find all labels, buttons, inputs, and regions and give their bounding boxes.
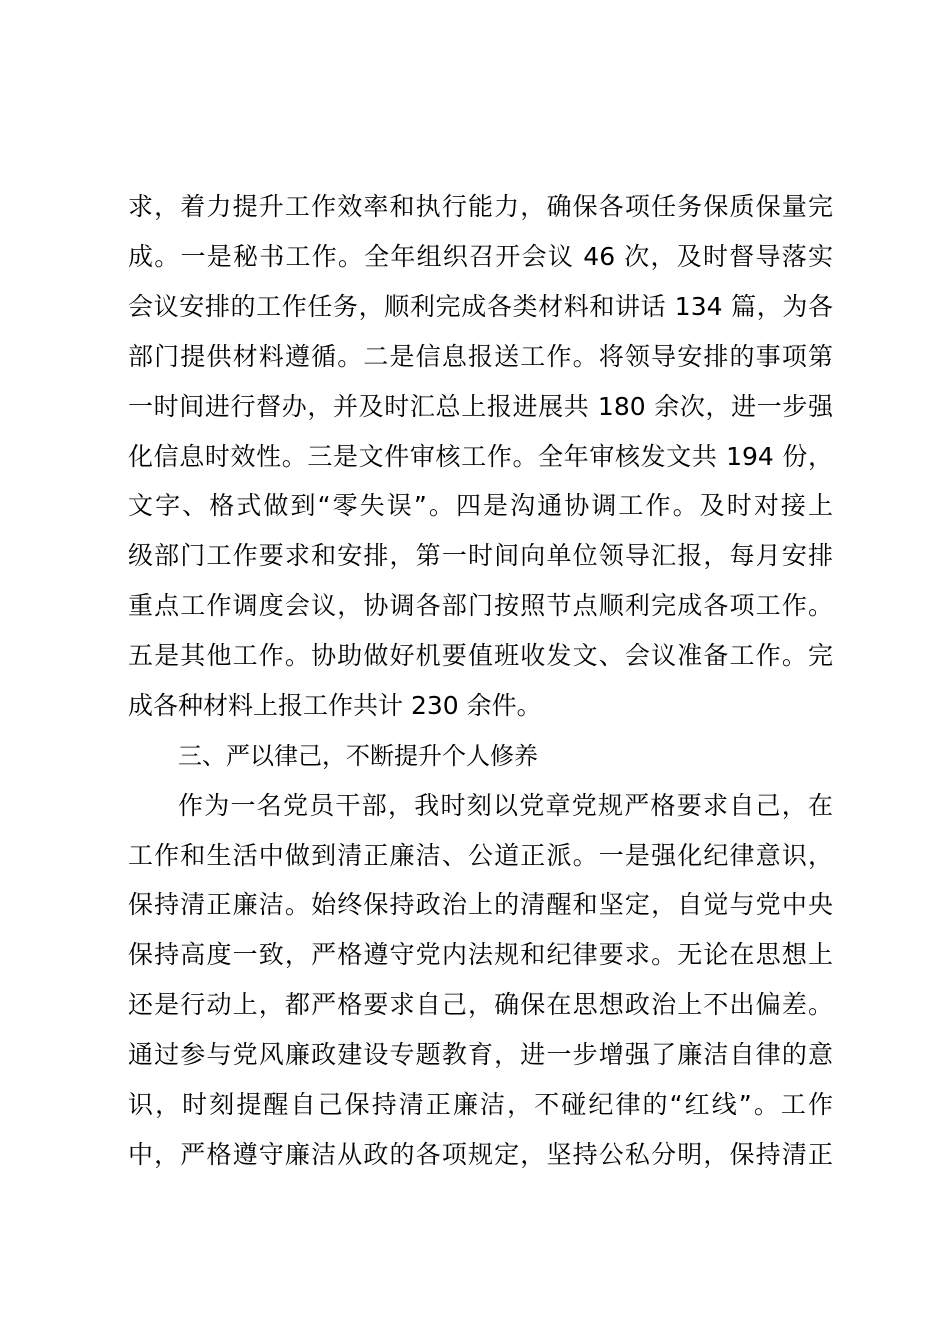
body-text-line: 识，时刻提醒自己保持清正廉洁，不碰纪律的“红线”。工作 — [128, 1090, 833, 1119]
body-text-line: 保持高度一致，严格遵守党内法规和纪律要求。无论在思想上 — [128, 940, 833, 969]
body-text-line: 重点工作调度会议，协调各部门按照节点顺利完成各项工作。 — [128, 591, 833, 620]
body-text-line: 成各种材料上报工作共计 230 余件。 — [128, 691, 542, 720]
body-text-line: 还是行动上，都严格要求自己，确保在思想政治上不出偏差。 — [128, 990, 833, 1019]
body-text-line: 求，着力提升工作效率和执行能力，确保各项任务保质保量完 — [128, 192, 833, 221]
section-heading: 三、严以律己，不断提升个人修养 — [178, 742, 538, 770]
body-text-line: 中，严格遵守廉洁从政的各项规定，坚持公私分明，保持清正 — [128, 1140, 833, 1169]
body-text-line: 化信息时效性。三是文件审核工作。全年审核发文共 194 份， — [128, 442, 833, 471]
body-text-line: 部门提供材料遵循。二是信息报送工作。将领导安排的事项第 — [128, 342, 833, 371]
body-text-line: 级部门工作要求和安排，第一时间向单位领导汇报，每月安排 — [128, 541, 833, 570]
body-text-line: 成。一是秘书工作。全年组织召开会议 46 次，及时督导落实 — [128, 242, 833, 271]
body-text-line: 工作和生活中做到清正廉洁、公道正派。一是强化纪律意识， — [128, 841, 833, 870]
body-text-line: 保持清正廉洁。始终保持政治上的清醒和坚定，自觉与党中央 — [128, 890, 833, 919]
body-text-line: 文字、格式做到“零失误”。四是沟通协调工作。及时对接上 — [128, 491, 833, 520]
body-text-line: 通过参与党风廉政建设专题教育，进一步增强了廉洁自律的意 — [128, 1040, 833, 1069]
body-text-line: 一时间进行督办，并及时汇总上报进展共 180 余次，进一步强 — [128, 392, 833, 421]
body-text-line: 作为一名党员干部，我时刻以党章党规严格要求自己，在 — [178, 791, 833, 820]
body-text-line: 五是其他工作。协助做好机要值班收发文、会议准备工作。完 — [128, 641, 833, 670]
body-text-line: 会议安排的工作任务，顺利完成各类材料和讲话 134 篇，为各 — [128, 292, 833, 321]
